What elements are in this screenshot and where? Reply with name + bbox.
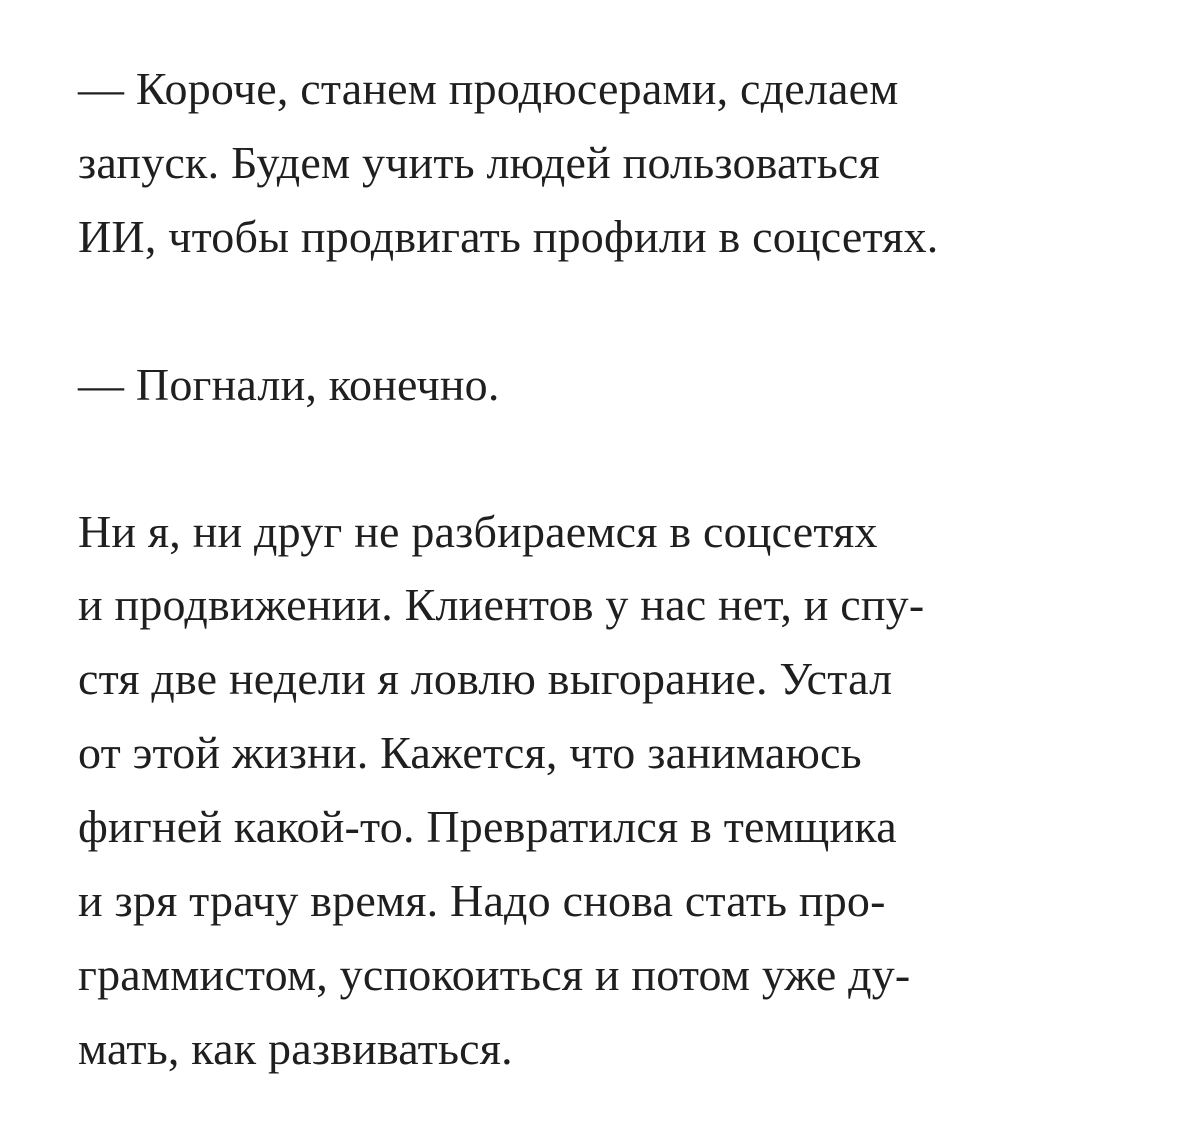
text-line: ИИ, чтобы продвигать профили в соцсетях. (78, 211, 939, 262)
text-line: граммистом, успокоиться и потом уже ду- (78, 949, 911, 1000)
text-line: и зря трачу время. Надо снова стать про- (78, 875, 886, 926)
text-line: — Короче, станем продюсерами, сделаем (78, 63, 899, 114)
text-line: фигней какой-то. Превратился в темщика (78, 801, 897, 852)
text-line: Ни я, ни друг не разбираемся в соцсетях (78, 506, 878, 557)
text-line: от этой жизни. Кажется, что занимаюсь (78, 727, 862, 778)
text-line: запуск. Будем учить людей пользоваться (78, 137, 880, 188)
text-line: и продвижении. Клиентов у нас нет, и спу- (78, 579, 925, 630)
text-line: мать, как развиваться. (78, 1023, 513, 1074)
text-line: стя две недели я ловлю выгорание. Устал (78, 653, 893, 704)
text-line: — Погнали, конечно. (78, 359, 500, 410)
